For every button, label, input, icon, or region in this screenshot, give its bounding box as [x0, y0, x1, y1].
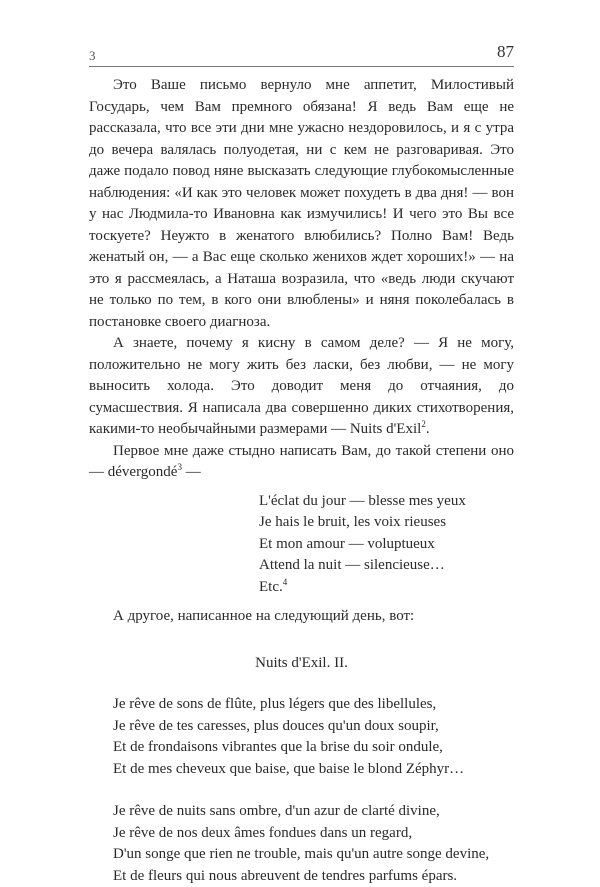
poem-2-line: Et de frondaisons vibrantes que la brise du soir ondule, [113, 737, 514, 759]
poem-1-line: Attend la nuit — silencieuse… [259, 555, 514, 577]
poem-1-etc-text: Etc. [259, 579, 283, 595]
poem-1-line: L'éclat du jour — blesse mes yeux [259, 491, 514, 513]
page-body [89, 75, 514, 887]
paragraph-1-text: Это Ваше письмо вернуло мне аппетит, Милостивый Государь, чем Вам премного обязана! Я ведь Вам еще не рассказала, что все эти дни мне ужасно нездоровилось, и я с утра до вечера валялась полуодетая, ни с кем не разговаривая. Это даже подало повод няне высказать следующие глубокомысленные наблюдения: «И как это человек может похудеть в два дня! — вон у нас Людмила-то Ивановна как измучились! И чего это Вы все тоскуете? Неужто в женатого влюбились? Полно Вам! Ведь женатый он, — а Вас еще сколько женихов ждет хороших!» — на это я рассмеялась, а Наташа возразила, что «ведь люди скучают не только по тем, в кого они влюблены» и няня поколебалась в постановке своего диагноза. [89, 77, 514, 330]
poem-2 [113, 694, 514, 887]
footnote-mark-2: 2 [421, 419, 426, 429]
page-number: 87 [497, 42, 514, 62]
paragraph-4: А другое, написанное на следующий день, вот: [89, 606, 514, 628]
poem-2-title: Nuits d'Exil. II. [89, 653, 514, 675]
poem-1-line-etc [259, 577, 514, 599]
paragraph-3-dash: — [182, 464, 201, 480]
paragraph-2-text: А знаете, почему я кисну в самом деле? — Я не могу, положительно не могу жить без ласки, без любви, — не могу выносить холода. Это доводит меня до отчаяния, до сумасшествия. Я написала два совершенно диких стихотворения, какими-то необычайными размерами — Nuits d'Exil [89, 335, 514, 437]
poem-1-line: Et mon amour — voluptueux [259, 534, 514, 556]
paragraph-2: А знаете, почему я кисну в самом деле? — Я не могу, положительно не могу жить без ласки, без любви, — не могу выносить холода. Это доводит меня до отчаяния, до сумасшествия. Я написала два совершенно диких стихотворения, какими-то необычайными размерами — Nuits d'Exil$^2$. [89, 333, 514, 441]
poem-1-line: Je hais le bruit, les voix rieuses [259, 512, 514, 534]
poem-2-line: Et de fleurs qui nous abreuvent de tendres parfums épars. [113, 866, 514, 887]
poem-2-line: Je rêve de tes caresses, plus douces qu'un doux soupir, [113, 716, 514, 738]
footnote-mark-4: 4 [283, 577, 288, 587]
paragraph-1 [89, 75, 514, 333]
poem-2-line: Je rêve de nos deux âmes fondues dans un regard, [113, 823, 514, 845]
header-rule [89, 66, 514, 67]
poem-2-line: Je rêve de sons de flûte, plus légers que des libellules, [113, 694, 514, 716]
stanza-break [113, 780, 514, 801]
paragraph-3-text: Первое мне даже стыдно написать Вам, до такой степени оно — dévergondé [89, 443, 514, 481]
paragraph-3 [89, 441, 514, 484]
poem-2-line: D'un songe que rien ne trouble, mais qu'un autre songe devine, [113, 844, 514, 866]
poem-2-line: Et de mes cheveux que baise, que baise le blond Zéphyr… [113, 759, 514, 781]
footnote-mark-3: 3 [177, 462, 182, 472]
poem-1 [259, 491, 514, 599]
poem-2-line: Je rêve de nuits sans ombre, d'un azur de clarté divine, [113, 801, 514, 823]
running-header-section: 3 [89, 48, 96, 64]
